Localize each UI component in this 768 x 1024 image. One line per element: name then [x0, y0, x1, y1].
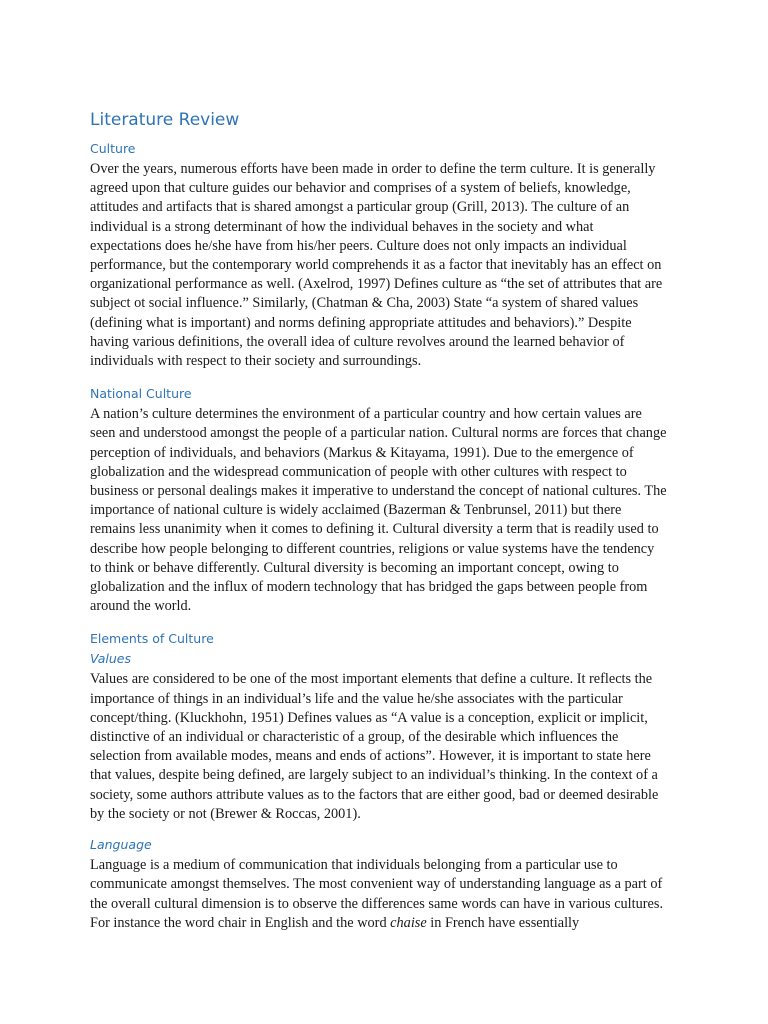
- paragraph-culture: Over the years, numerous efforts have been made in order to define the term culture. It is generally agreed upon that culture guides our behavior and comprises of a system of beliefs, knowledge, attitudes and artifacts that is shared amongst a particular group (Grill, 2013). The culture of an individual is a strong determinant of how the individual behaves in the society and what expectations does he/she have from his/her peers. Culture does not only impacts an individual performance, but the contemporary world comprehends it as a factor that inevitably has an effect on organizational performance as well. (Axelrod, 1997) Defines culture as “the set of attributes that are subject ot social influence.” Similarly, (Chatman & Cha, 2003) State “a system of shared values (defining what is important) and norms defining appropriate attitudes and behaviors).” Despite having various definitions, the overall idea of culture revolves around the learned behavior of individuals with respect to their society and surroundings.: [90, 161, 663, 370]
- section-heading-national-culture: National Culture: [90, 386, 192, 402]
- paragraph-language-text-2: in French have essentially: [426, 914, 580, 931]
- subsection-heading-values: Values: [90, 651, 132, 667]
- page-title: Literature Review: [90, 110, 240, 130]
- paragraph-language-text-1: Language is a medium of communication that individuals belonging from a particular use to communicate amongst themselves. The most convenient way of understanding language as a part of the overall cultural dimension is to observe the differences same words can have in various cultures. For instance the word chair in English and the word: [90, 857, 664, 931]
- paragraph-language-italic-word: chaise: [390, 914, 427, 931]
- paragraph-national-culture: A nation’s culture determines the environment of a particular country and how certain values are seen and understood amongst the people of a particular nation. Cultural norms are forces that change perception of individuals, and behaviors (Markus & Kitayama, 1991). Due to the emergence of globalization and the widespread communication of people with other cultures with respect to business or personal dealings makes it imperative to understand the concept of national cultures. The importance of national culture is widely acclaimed (Bazerman & Tenbrunsel, 2011) but there remains less unanimity when it comes to defining it. Cultural diversity a term that is readily used to describe how people belonging to different countries, religions or value systems have the tendency to think or behave differently. Cultural diversity is becoming an important concept, owing to globalization and the influx of modern technology that has bridged the gaps between people from around the world.: [90, 406, 667, 615]
- section-heading-elements-of-culture: Elements of Culture: [90, 631, 214, 647]
- section-heading-culture: Culture: [90, 141, 136, 156]
- paragraph-language: [90, 856, 668, 933]
- subsection-heading-language: Language: [90, 837, 152, 853]
- paragraph-values: Values are considered to be one of the most important elements that define a culture. It reflects the importance of things in an individual’s life and the value he/she associates with the particular concept/thing. (Kluckhohn, 1951) Defines values as “A value is a conception, explicit or implicit, distinctive of an individual or characteristic of a group, of the desirable which influences the selection from available modes, means and ends of actions”. However, it is important to state here that values, despite being defined, are largely subject to an individual’s thinking. In the context of a society, some authors attribute values as to the factors that are either good, bad or deemed desirable by the society or not (Brewer & Roccas, 2001).: [90, 671, 659, 822]
